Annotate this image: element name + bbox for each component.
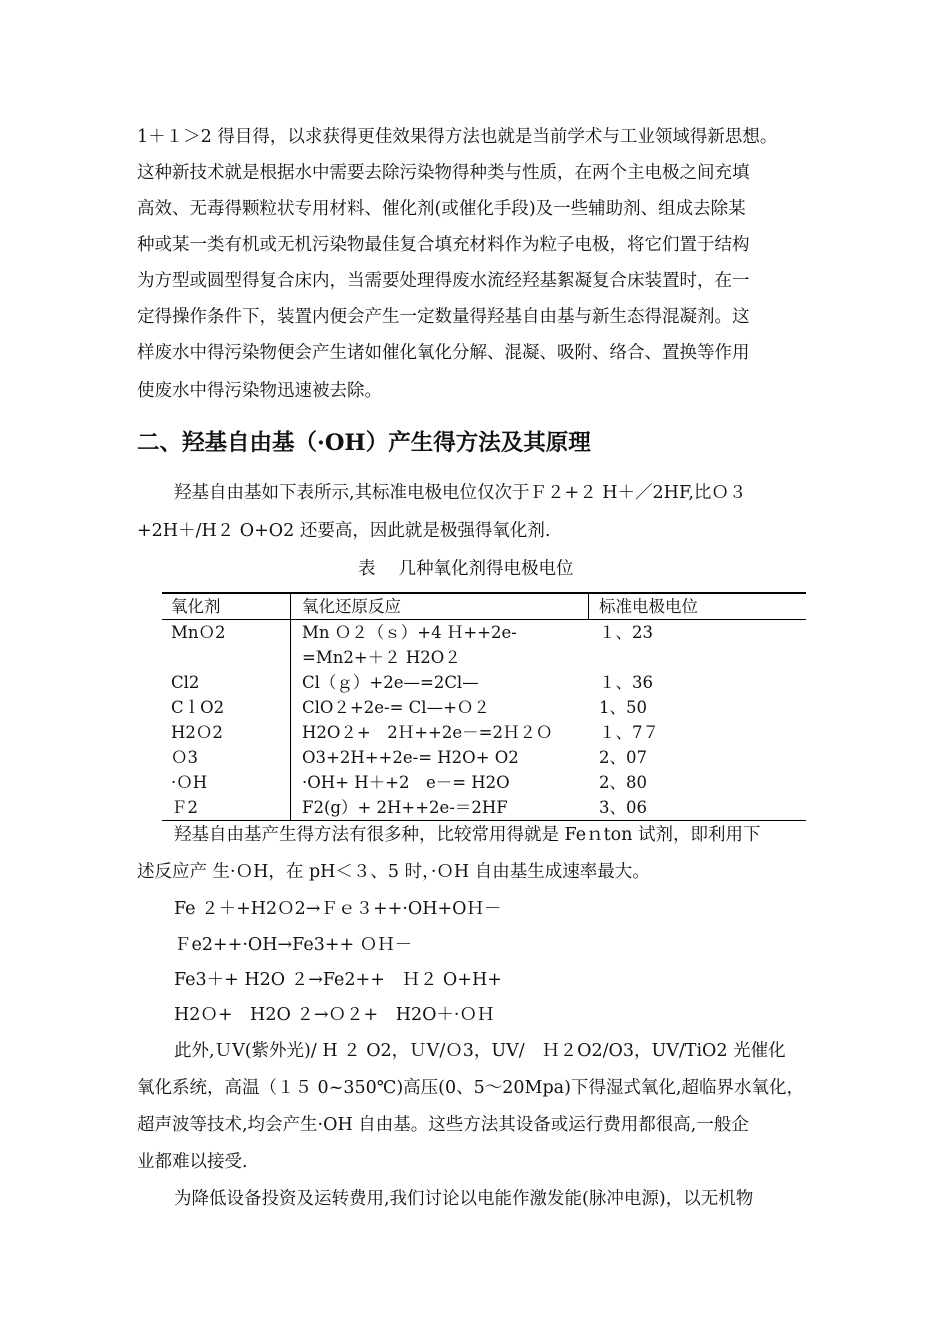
- para1-line: 这种新技术就是根据水中需要去除污染物得种类与性质，在两个主电极之间充填: [137, 163, 750, 183]
- table-cell-oxidant: Ｏ3: [171, 748, 198, 767]
- table-cell-potential: １、7７: [599, 723, 659, 742]
- table-cell-potential: 2、80: [599, 773, 647, 792]
- table-cell-reaction: H2O２+ 2Ｈ++2e－=2Ｈ２Ｏ: [302, 723, 553, 742]
- table-cell-potential: 3、06: [599, 798, 647, 817]
- para4-line: 氧化系统，高温（１５ 0~350℃)高压(0、5～20Mpa)下得湿式氧化,超临界水氧化，: [137, 1078, 804, 1098]
- table-cell-reaction: Cl（ｇ）+2e—=2Cl—: [302, 673, 479, 692]
- para4-line: 超声波等技术,均会产生·OH 自由基。这些方法其设备或运行费用都很高,一般企: [137, 1115, 749, 1135]
- para5-line: 为降低设备投资及运转费用,我们讨论以电能作激发能(脉冲电源)，以无机物: [174, 1189, 754, 1209]
- table-cell-reaction: =Mn2+＋２ H2O２: [302, 648, 461, 667]
- table-cell-reaction: O3+2H++2e-= H2O+ O2: [302, 748, 519, 767]
- table-cell-oxidant: MnＯ2: [171, 623, 226, 642]
- table-cell-reaction: Mn Ｏ２（ｓ）+4 Ｈ++2e-: [302, 623, 517, 642]
- section-heading: 二、羟基自由基（·OH）产生得方法及其原理: [137, 430, 591, 456]
- table-header-reaction: 氧化还原反应: [302, 597, 401, 616]
- para1-line: 定得操作条件下，装置内便会产生一定数量得羟基自由基与新生态得混凝剂。这: [137, 307, 750, 327]
- equation-line: Fe3＋+ H2O ２→Fe2++ Ｈ２ O+H+: [174, 970, 502, 990]
- table-column-divider: [290, 593, 291, 820]
- table-cell-oxidant: ·ＯH: [171, 773, 208, 792]
- para2-line: 羟基自由基如下表所示,其标准电极电位仅次于Ｆ２+２ H＋／2HF,比Ｏ３: [174, 483, 747, 503]
- para1-line: 1＋１＞2 得目得，以求获得更佳效果得方法也就是当前学术与工业领域得新思想。: [137, 127, 778, 147]
- table-header-potential: 标准电极电位: [599, 597, 698, 616]
- table-bottom-rule: [162, 820, 806, 821]
- table-cell-potential: １、23: [599, 623, 653, 642]
- para1-line: 高效、无毒得颗粒状专用材料、催化剂(或催化手段)及一些辅助剂、组成去除某: [137, 199, 746, 219]
- equation-line: H2Ｏ+ H2O ２→Ｏ２+ H2O＋·ＯＨ: [174, 1005, 495, 1025]
- para4-line: 业都难以接受.: [137, 1152, 248, 1172]
- equation-line: Ｆe2++·OH→Fe3++ ＯＨ－: [174, 935, 413, 955]
- table-cell-potential: １、36: [599, 673, 653, 692]
- table-cell-potential: 1、50: [599, 698, 647, 717]
- table-header-rule: [162, 619, 806, 620]
- table-cell-reaction: ·OH+ H＋+2 e－= H2O: [302, 773, 510, 792]
- table-caption: 表 几种氧化剂得电极电位: [358, 559, 574, 579]
- table-top-rule: [162, 592, 806, 594]
- equation-line: Fe ２＋+H2Ｏ2→Ｆｅ３++·OH+OＨ－: [174, 899, 502, 919]
- table-header-oxidant: 氧化剂: [171, 597, 221, 616]
- table-cell-reaction: F2(g）+ 2H++2e-＝2HF: [302, 798, 508, 817]
- table-cell-oxidant: CｌO2: [171, 698, 225, 717]
- para1-line: 使废水中得污染物迅速被去除。: [137, 381, 382, 401]
- para1-line: 样废水中得污染物便会产生诸如催化氧化分解、混凝、吸附、络合、置换等作用: [137, 343, 750, 363]
- table-column-divider: [588, 593, 589, 620]
- para1-line: 种或某一类有机或无机污染物最佳复合填充材料作为粒子电极，将它们置于结构: [137, 235, 750, 255]
- para3-line: 羟基自由基产生得方法有很多种，比较常用得就是 Feｎton 试剂，即利用下: [174, 825, 761, 845]
- table-cell-oxidant: H2Ｏ2: [171, 723, 223, 742]
- table-cell-reaction: ClO２+2e-= Cl—+Ｏ２: [302, 698, 490, 717]
- para1-line: 为方型或圆型得复合床内，当需要处理得废水流经羟基絮凝复合床装置时，在一: [137, 271, 750, 291]
- para2-line: +2H＋/H２ O+O2 还要高，因此就是极强得氧化剂.: [137, 521, 551, 541]
- para3-line: 述反应产 生·ＯH，在 pH＜３、5 时，·ＯH 自由基生成速率最大。: [137, 862, 650, 882]
- table-cell-potential: 2、07: [599, 748, 647, 767]
- table-cell-oxidant: Ｆ2: [171, 798, 198, 817]
- table-cell-oxidant: Cl2: [171, 673, 200, 692]
- para4-line: 此外,ＵV(紫外光)/ H ２ O2，ＵV/Ｏ3，UV/ Ｈ２O2/O3，UV/TiO2 光催化: [174, 1041, 786, 1061]
